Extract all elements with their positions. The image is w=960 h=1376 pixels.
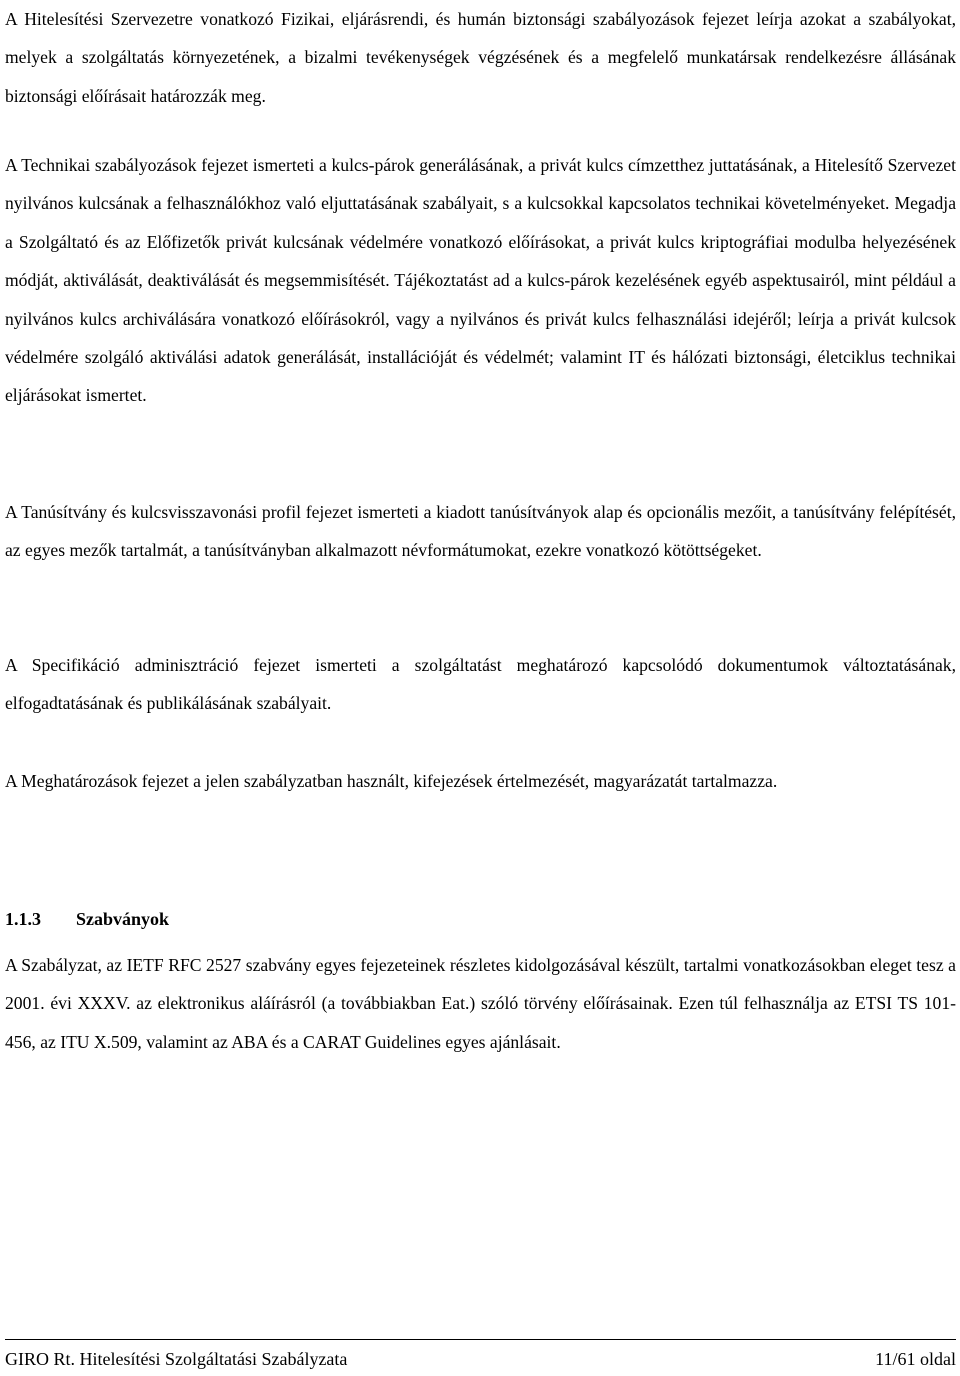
paragraph-technical-controls: A Technikai szabályozások fejezet ismerteti a kulcs-párok generálásának, a privát kulcs címzetthez juttatásának, a Hitelesítő Szervezet nyilvános kulcsának a felhasználókhoz való eljuttatásának szabályait, s a kulcsokkal kapcsolatos technikai követelményeket. Megadja a Szolgáltató és az Előfizetők privát kulcsának védelmére vonatkozó előírásokat, a privát kulcs kriptográfiai modulba helyezésének módját, aktiválását, deaktiválását és megsemmisítését. Tájékoztatást ad a kulcs-párok kezelésének egyéb aspektusairól, mint például a nyilvános kulcs archiválására vonatkozó előírásokról, vagy a nyilvános és privát kulcs felhasználási idejéről; leírja a privát kulcsok védelmére szolgáló aktiválási adatok generálását, installációját és védelmét; valamint IT és hálózati biztonsági, életciklus technikai eljárásokat ismertet.: [5, 155, 956, 406]
paragraph-standards: A Szabályzat, az IETF RFC 2527 szabvány egyes fejezeteinek részletes kidolgozásával készült, tartalmi vonatkozásokban eleget tesz a 2001. évi XXXV. az elektronikus aláírásról (a továbbiakban Eat.) szóló törvény előírásainak. Ezen túl felhasználja az ETSI TS 101-456, az ITU X.509, valamint az ABA és a CARAT Guidelines egyes ajánlásait.: [5, 955, 956, 1052]
paragraph-physical-security: A Hitelesítési Szervezetre vonatkozó Fizikai, eljárásrendi, és humán biztonsági szabályozások fejezet leírja azokat a szabályokat, melyek a szolgáltatás környezetének, a bizalmi tevékenységek végzésének és a megfelelő munkatársak rendelkezésre állásának biztonsági előírásait határozzák meg.: [5, 9, 956, 106]
footer-document-title: GIRO Rt. Hitelesítési Szolgáltatási Szabályzata: [5, 1349, 348, 1369]
section-title: Szabványok: [76, 909, 170, 929]
paragraph-certificate-profile: A Tanúsítvány és kulcsvisszavonási profil fejezet ismerteti a kiadott tanúsítványok alap és opcionális mezőit, a tanúsítvány felépítését, az egyes mezők tartalmát, a tanúsítványban alkalmazott névformátumokat, ezekre vonatkozó kötöttségeket.: [5, 502, 956, 561]
section-heading: [5, 900, 169, 938]
paragraph-specification-admin: A Specifikáció adminisztráció fejezet ismerteti a szolgáltatást meghatározó kapcsolódó dokumentumok változtatásának, elfogadtatásának és publikálásának szabályait.: [5, 655, 956, 714]
footer-divider: [5, 1339, 956, 1340]
paragraph-definitions: A Meghatározások fejezet a jelen szabályzatban használt, kifejezések értelmezését, magyarázatát tartalmazza.: [5, 771, 778, 791]
section-number: 1.1.3: [5, 909, 41, 929]
footer-page-number: 11/61 oldal: [875, 1349, 956, 1369]
